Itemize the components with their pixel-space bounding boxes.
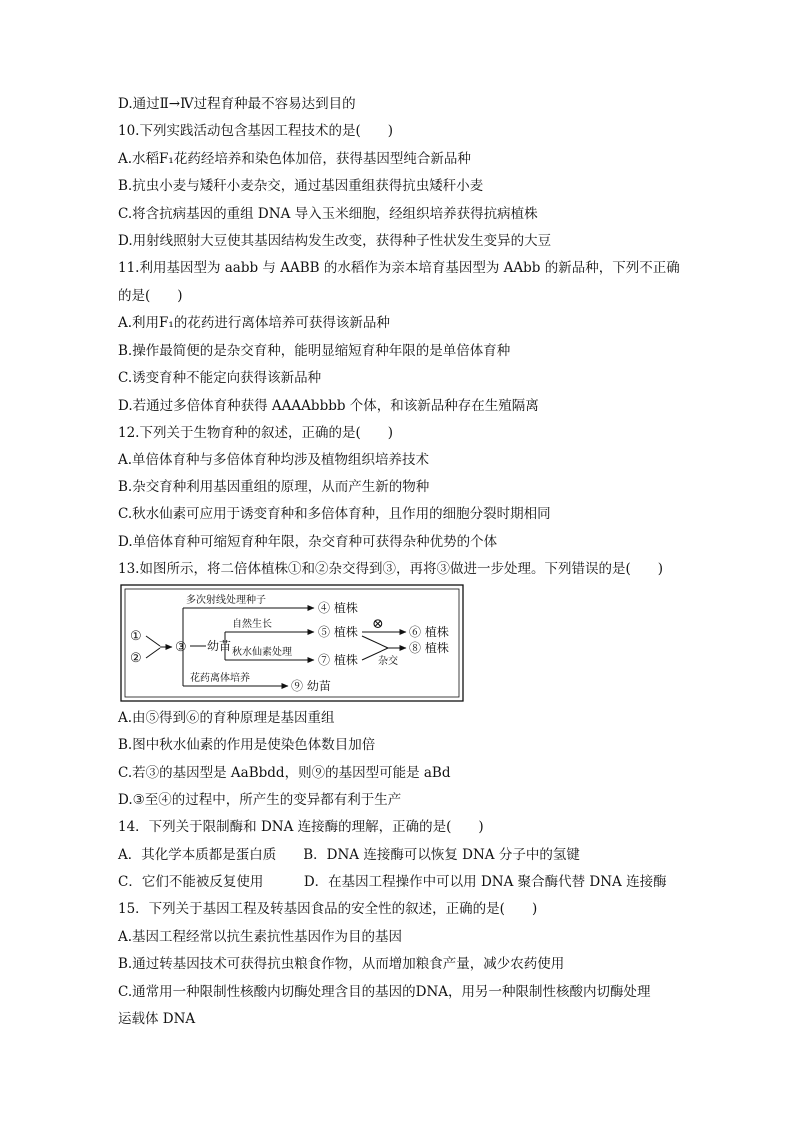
q13-option-b: B.图中秋水仙素的作用是使染色体数目加倍 xyxy=(118,737,376,753)
label-colchicine: 秋水仙素处理 xyxy=(232,647,292,658)
q11-option-a: A.利用F₁的花药进行离体培养可获得该新品种 xyxy=(118,315,390,331)
q13-stem: 13.如图所示，将二倍体植株①和②杂交得到③，再将③做进一步处理。下列错误的是( ) xyxy=(118,561,664,577)
q14-options-cd: C．它们不能被反复使用 D．在基因工程操作中可以用 DNA 聚合酶代替 DNA 连接酶 xyxy=(118,874,667,890)
q14-options-ab: A．其化学本质都是蛋白质 B．DNA 连接酶可以恢复 DNA 分子中的氢键 xyxy=(118,847,580,863)
seedling-9: ⑨ 幼苗 xyxy=(291,679,331,693)
seedling-label: 幼苗 xyxy=(207,639,232,653)
q12-option-c: C.秋水仙素可应用于诱变育种和多倍体育种，且作用的细胞分裂时期相同 xyxy=(118,506,551,522)
plant-8: ⑧ 植株 xyxy=(409,641,449,655)
selfing-symbol: ⊗ xyxy=(372,616,384,632)
q11-stem-cont: 的是( ) xyxy=(118,288,183,304)
plant-4: ④ 植株 xyxy=(318,601,358,615)
q15-option-a: A.基因工程经常以抗生素抗性基因作为目的基因 xyxy=(118,929,403,945)
q15-option-c: C.通常用一种限制性核酸内切酶处理含目的基因的DNA，用另一种限制性核酸内切酶处理 xyxy=(118,984,651,1000)
q11-option-c: C.诱变育种不能定向获得该新品种 xyxy=(118,370,322,386)
connector-p2 xyxy=(146,648,160,658)
q11-option-d: D.若通过多倍体育种获得 AAAAbbbb 个体，和该新品种存在生殖隔离 xyxy=(118,398,539,414)
q13-option-a: A.由⑤得到⑥的育种原理是基因重组 xyxy=(118,710,335,726)
q12-option-d: D.单倍体育种可缩短育种年限，杂交育种可获得杂种优势的个体 xyxy=(118,534,498,550)
q15-option-b: B.通过转基因技术可获得抗虫粮食作物，从而增加粮食产量，减少农药使用 xyxy=(118,956,565,972)
q11-option-b: B.操作最简便的是杂交育种，能明显缩短育种年限的是单倍体育种 xyxy=(118,343,511,359)
label-radiation: 多次射线处理种子 xyxy=(186,595,266,606)
q12-option-b: B.杂交育种利用基因重组的原理，从而产生新的物种 xyxy=(118,479,430,495)
parent-1: ① xyxy=(130,629,142,644)
q11-stem: 11.利用基因型为 aabb 与 AABB 的水稻作为亲本培育基因型为 AAbb 的新品种，下列不正确 xyxy=(118,260,680,276)
label-natural: 自然生长 xyxy=(232,619,272,630)
hybrid-3: ③ xyxy=(175,640,187,655)
q12-stem: 12.下列关于生物育种的叙述，正确的是( ) xyxy=(118,425,394,441)
q13-option-c: C.若③的基因型是 AaBbdd，则⑨的基因型可能是 aBd xyxy=(118,765,451,781)
plant-7: ⑦ 植株 xyxy=(318,653,358,667)
q10-stem: 10.下列实践活动包含基因工程技术的是( ) xyxy=(118,123,394,139)
cross-from-5 xyxy=(362,636,388,648)
q10-option-c: C.将含抗病基因的重组 DNA 导入玉米细胞，经组织培养获得抗病植株 xyxy=(118,206,538,222)
q13-option-d: D.③至④的过程中，所产生的变异都有利于生产 xyxy=(118,792,402,808)
label-anther: 花药离体培养 xyxy=(190,673,250,684)
parent-2: ② xyxy=(130,651,142,666)
plant-5: ⑤ 植株 xyxy=(318,625,358,639)
q14-stem: 14．下列关于限制酶和 DNA 连接酶的理解，正确的是( ) xyxy=(118,819,484,835)
q10-option-b: B.抗虫小麦与矮秆小麦杂交，通过基因重组获得抗虫矮秆小麦 xyxy=(118,178,484,194)
q10-option-d: D.用射线照射大豆使其基因结构发生改变，获得种子性状发生变异的大豆 xyxy=(118,233,552,249)
breeding-diagram xyxy=(120,584,464,702)
q12-option-a: A.单倍体育种与多倍体育种均涉及植物组织培养技术 xyxy=(118,452,430,468)
label-cross: 杂交 xyxy=(378,656,398,667)
connector-p1 xyxy=(146,636,160,646)
plant-6: ⑥ 植株 xyxy=(409,625,449,639)
q15-stem: 15．下列关于基因工程及转基因食品的安全性的叙述，正确的是( ) xyxy=(118,901,538,917)
q15-option-c-cont: 运载体 DNA xyxy=(118,1011,196,1027)
q10-option-a: A.水稻F₁花药经培养和染色体加倍，获得基因型纯合新品种 xyxy=(118,151,471,167)
q9-option-d: D.通过Ⅱ→Ⅳ过程育种最不容易达到目的 xyxy=(118,96,356,112)
